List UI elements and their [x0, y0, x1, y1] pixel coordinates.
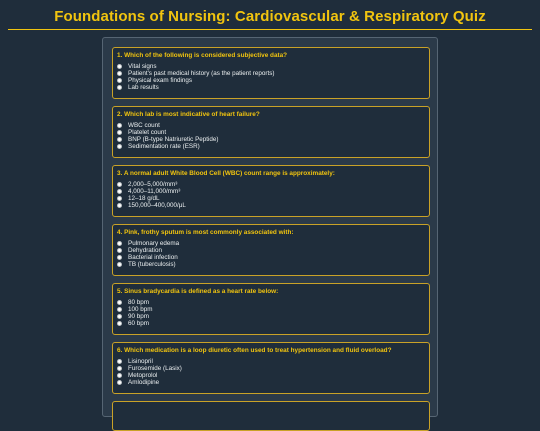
radio-button[interactable] [117, 255, 122, 260]
radio-button[interactable] [117, 314, 122, 319]
option-4-b[interactable] [117, 247, 162, 254]
radio-button[interactable] [117, 182, 122, 187]
radio-button[interactable] [117, 64, 122, 69]
option-label: 90 bpm [128, 313, 150, 320]
option-label: 100 bpm [128, 306, 153, 313]
radio-button[interactable] [117, 373, 122, 378]
radio-button[interactable] [117, 189, 122, 194]
option-5-a[interactable] [117, 299, 149, 306]
option-4-c[interactable] [117, 254, 178, 261]
option-6-b[interactable] [117, 365, 182, 372]
option-label: TB (tuberculosis) [128, 261, 176, 268]
option-5-b[interactable] [117, 306, 153, 313]
question-text-4: 4. Pink, frothy sputum is most commonly associated with: [117, 229, 294, 236]
radio-button[interactable] [117, 196, 122, 201]
option-label: 12–18 g/dL [128, 195, 160, 202]
option-4-d[interactable] [117, 261, 176, 268]
option-label: 60 bpm [128, 320, 150, 327]
radio-button[interactable] [117, 241, 122, 246]
option-label: Vital signs [128, 63, 157, 70]
radio-button[interactable] [117, 130, 122, 135]
radio-button[interactable] [117, 78, 122, 83]
question-text-6: 6. Which medication is a loop diuretic often used to treat hypertension and fluid overload? [117, 347, 392, 354]
option-label: Amlodipine [128, 379, 160, 386]
option-label: 80 bpm [128, 299, 150, 306]
option-4-a[interactable] [117, 240, 179, 247]
option-label: Dehydration [128, 247, 162, 254]
option-label: Lisinopril [128, 358, 153, 365]
option-2-d[interactable] [117, 143, 200, 150]
option-3-a[interactable] [117, 181, 177, 188]
option-label: Sedimentation rate (ESR) [128, 143, 200, 150]
option-5-c[interactable] [117, 313, 149, 320]
radio-button[interactable] [117, 248, 122, 253]
page-title: Foundations of Nursing: Cardiovascular & Respiratory Quiz [54, 8, 486, 25]
option-2-c[interactable] [117, 136, 219, 143]
option-2-a[interactable] [117, 122, 160, 129]
option-3-b[interactable] [117, 188, 180, 195]
option-3-d[interactable] [117, 202, 186, 209]
radio-button[interactable] [117, 359, 122, 364]
option-6-d[interactable] [117, 379, 159, 386]
option-5-d[interactable] [117, 320, 149, 327]
question-text-1: 1. Which of the following is considered subjective data? [117, 52, 288, 59]
option-label: Metoprolol [128, 372, 158, 379]
option-1-a[interactable] [117, 63, 157, 70]
question-card-6 [112, 342, 430, 394]
option-1-d[interactable] [117, 84, 159, 91]
option-label: BNP (B-type Natriuretic Peptide) [128, 136, 219, 143]
question-card-2 [112, 106, 430, 158]
question-card-7 [112, 401, 430, 431]
radio-button[interactable] [117, 144, 122, 149]
radio-button[interactable] [117, 203, 122, 208]
option-label: Patient's past medical history (as the patient reports) [128, 70, 275, 77]
option-6-c[interactable] [117, 372, 157, 379]
radio-button[interactable] [117, 85, 122, 90]
option-label: Pulmonary edema [128, 240, 180, 247]
option-1-c[interactable] [117, 77, 192, 84]
option-label: 2,000–5,000/mm³ [128, 181, 178, 188]
radio-button[interactable] [117, 307, 122, 312]
question-card-1 [112, 47, 430, 99]
radio-button[interactable] [117, 321, 122, 326]
radio-button[interactable] [117, 380, 122, 385]
radio-button[interactable] [117, 137, 122, 142]
radio-button[interactable] [117, 123, 122, 128]
option-2-b[interactable] [117, 129, 166, 136]
option-label: Lab results [128, 84, 159, 91]
option-label: WBC count [128, 122, 160, 129]
option-6-a[interactable] [117, 358, 153, 365]
radio-button[interactable] [117, 300, 122, 305]
radio-button[interactable] [117, 71, 122, 76]
option-1-b[interactable] [117, 70, 274, 77]
radio-button[interactable] [117, 262, 122, 267]
question-text-5: 5. Sinus bradycardia is defined as a heart rate below: [117, 288, 279, 295]
option-label: Platelet count [128, 129, 167, 136]
question-card-4 [112, 224, 430, 276]
option-label: Furosemide (Lasix) [128, 365, 182, 372]
option-label: 4,000–11,000/mm³ [128, 188, 181, 195]
option-label: Physical exam findings [128, 77, 193, 84]
quiz-form [102, 37, 438, 417]
question-text-2: 2. Which lab is most indicative of heart failure? [117, 111, 260, 118]
radio-button[interactable] [117, 366, 122, 371]
option-3-c[interactable] [117, 195, 160, 202]
question-card-5 [112, 283, 430, 335]
option-label: Bacterial infection [128, 254, 178, 261]
question-card-3 [112, 165, 430, 217]
option-label: 150,000–400,000/μL [128, 202, 186, 209]
title-divider [8, 29, 532, 30]
question-text-3: 3. A normal adult White Blood Cell (WBC) count range is approximately: [117, 170, 335, 177]
